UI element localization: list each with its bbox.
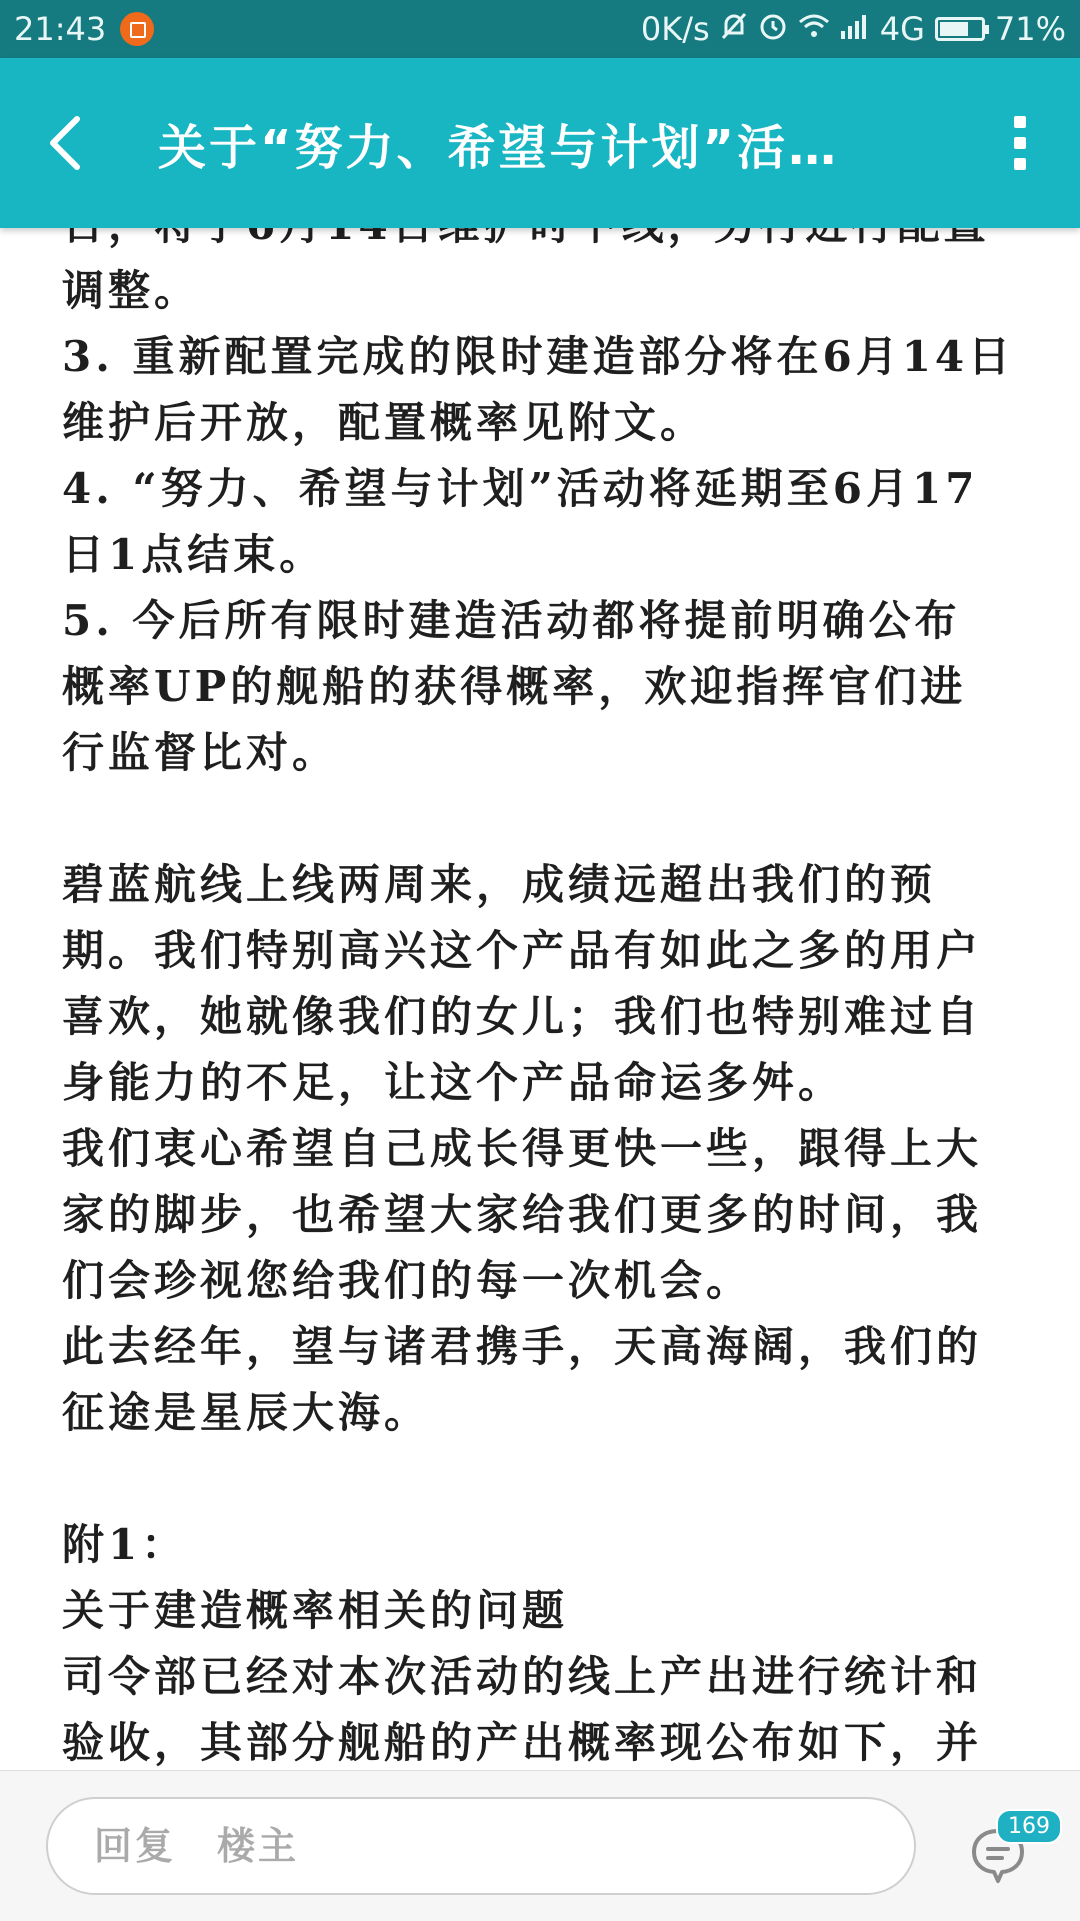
article-line: 3. 重新配置完成的限时建造部分将在6月14日 (62, 332, 1015, 381)
more-options-button[interactable] (960, 58, 1080, 228)
back-button[interactable] (0, 58, 130, 228)
article-line: 关于建造概率相关的问题 (62, 1586, 569, 1635)
battery-icon (935, 17, 985, 41)
article-line: 维护后开放，配置概率见附文。 (62, 398, 707, 447)
post-content[interactable] (0, 228, 1080, 1770)
more-vertical-icon (1014, 116, 1026, 128)
article-line: 5. 今后所有限时建造活动都将提前明确公布 (62, 596, 961, 645)
article-line: 碧蓝航线上线两周来，成绩远超出我们的预 (62, 860, 937, 909)
article-line: 验收，其部分舰船的产出概率现公布如下，并 (62, 1718, 983, 1767)
article-line: 我们衷心希望自己成长得更快一些，跟得上大 (62, 1124, 983, 1173)
reply-bar (0, 1770, 1080, 1921)
article-line: 司令部已经对本次活动的线上产出进行统计和 (62, 1652, 983, 1701)
article-line: 日1点结束。 (62, 530, 326, 579)
status-indicators (641, 10, 1066, 48)
article-line: 身能力的不足，让这个产品命运多舛。 (62, 1058, 845, 1107)
back-arrow-icon (43, 113, 87, 173)
paragraph-spacer (62, 1446, 1022, 1512)
article-line: 行监督比对。 (62, 728, 339, 777)
signal-strength-icon (840, 13, 870, 46)
article-line: 家的脚步，也希望大家给我们更多的时间，我 (62, 1190, 983, 1239)
status-bar (0, 0, 1080, 58)
comment-count-badge: 169 (996, 1809, 1062, 1844)
battery-level-fill (940, 22, 968, 36)
article-line: 此去经年，望与诸君携手，天高海阔，我们的 (62, 1322, 983, 1371)
page-title: 关于“努力、希望与计划”活… (158, 119, 840, 176)
article-line: 4. “努力、希望与计划”活动将延期至6月17 (62, 464, 979, 513)
app-bar (0, 58, 1080, 228)
network-type: 4G (879, 10, 925, 48)
article-line: 征途是星辰大海。 (62, 1388, 431, 1437)
screenshot-notification-icon (120, 12, 154, 46)
wifi-icon (798, 13, 830, 46)
network-speed: 0K/s (640, 10, 710, 48)
paragraph-spacer (62, 786, 1022, 852)
reply-input[interactable]: 回复 楼主 (46, 1797, 916, 1895)
article-body (62, 192, 1022, 1776)
article-line: 们会珍视您给我们的每一次机会。 (62, 1256, 753, 1305)
battery-percent: 71% (994, 10, 1066, 48)
alarm-clock-icon (758, 11, 788, 48)
article-line: 附1： (62, 1520, 188, 1569)
article-line: 期。我们特别高兴这个产品有如此之多的用户 (62, 926, 983, 975)
article-line: 调整。 (62, 266, 201, 315)
status-time: 21:43 (14, 10, 107, 48)
article-line: 喜欢，她就像我们的女儿；我们也特别难过自 (62, 992, 983, 1041)
mute-bell-icon (720, 11, 748, 48)
article-line: 概率UP的舰船的获得概率，欢迎指挥官们进 (62, 662, 967, 711)
